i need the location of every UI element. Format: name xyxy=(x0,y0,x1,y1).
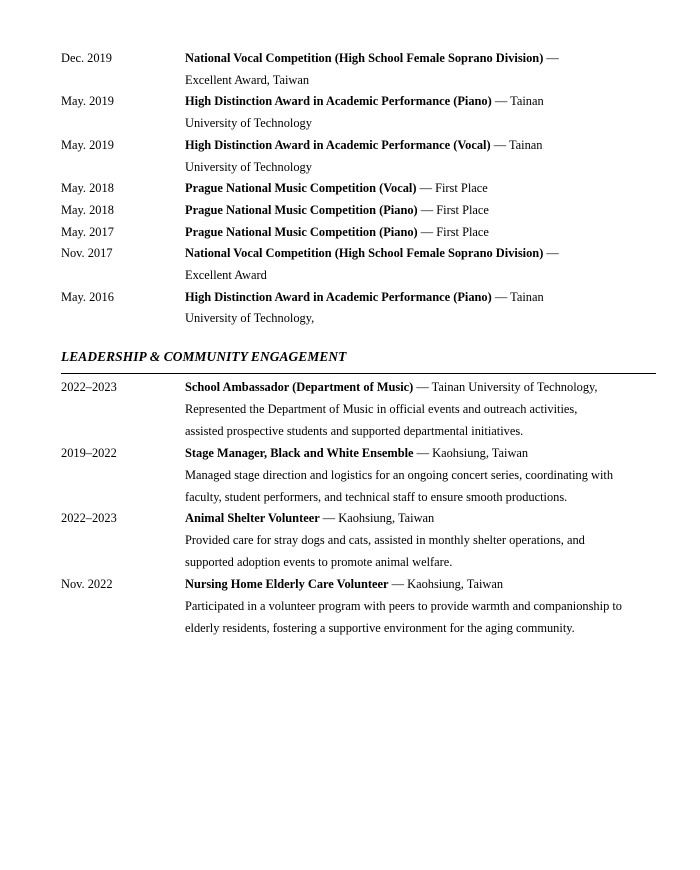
award-body xyxy=(185,243,655,286)
award-date: May. 2018 xyxy=(61,202,114,217)
leadership-title: Stage Manager, Black and White Ensemble xyxy=(185,445,414,460)
leadership-first-line xyxy=(185,574,655,596)
award-detail: — xyxy=(543,246,559,261)
leadership-location: — Kaohsiung, Taiwan xyxy=(388,577,504,592)
award-body xyxy=(185,200,655,222)
leadership-title: Nursing Home Elderly Care Volunteer xyxy=(185,577,389,592)
awards-list xyxy=(61,48,661,330)
leadership-location: — Kaohsiung, Taiwan xyxy=(413,445,529,460)
award-entry xyxy=(61,135,661,178)
leadership-first-line xyxy=(185,443,655,465)
leadership-first-line xyxy=(185,377,655,399)
award-title: National Vocal Competition (High School Female Soprano Division) xyxy=(185,51,544,65)
award-body xyxy=(185,178,655,200)
leadership-body xyxy=(185,377,655,443)
award-detail: — Tainan xyxy=(491,289,544,304)
leadership-entry xyxy=(61,377,661,443)
award-date: Nov. 2017 xyxy=(61,246,113,261)
leadership-entry xyxy=(61,574,661,640)
award-detail: — xyxy=(543,51,559,65)
award-detail: — First Place xyxy=(417,202,489,217)
award-entry xyxy=(61,48,661,91)
award-detail: — Tainan xyxy=(491,94,544,109)
award-title: Prague National Music Competition (Piano) xyxy=(185,224,418,239)
award-detail: — Tainan xyxy=(490,137,543,152)
award-entry xyxy=(61,243,661,286)
leadership-description-line: supported adoption events to promote animal welfare. xyxy=(185,555,453,570)
award-body xyxy=(185,222,655,244)
leadership-entry xyxy=(61,443,661,509)
award-body xyxy=(185,48,655,91)
leadership-first-line xyxy=(185,508,655,530)
leadership-entry xyxy=(61,508,661,574)
leadership-date: 2022–2023 xyxy=(61,380,117,394)
award-first-line xyxy=(185,200,655,222)
award-entry xyxy=(61,200,661,222)
award-date: May. 2019 xyxy=(61,137,114,152)
award-continuation: Excellent Award xyxy=(185,268,267,283)
award-first-line xyxy=(185,48,655,70)
award-title: Prague National Music Competition (Vocal) xyxy=(185,181,417,196)
leadership-location: — Kaohsiung, Taiwan xyxy=(319,511,435,526)
award-detail: — First Place xyxy=(416,181,488,196)
award-date: May. 2017 xyxy=(61,224,114,239)
leadership-body xyxy=(185,508,655,574)
leadership-date: Nov. 2022 xyxy=(61,577,113,592)
award-entry xyxy=(61,178,661,200)
award-continuation: University of Technology xyxy=(185,116,312,131)
award-date: Dec. 2019 xyxy=(61,51,112,65)
award-body xyxy=(185,91,655,134)
leadership-body xyxy=(185,443,655,509)
award-first-line xyxy=(185,222,655,244)
award-entry xyxy=(61,91,661,134)
leadership-description-line: Managed stage direction and logistics for an ongoing concert series, coordinating with xyxy=(185,467,614,482)
award-entry xyxy=(61,222,661,244)
leadership-date: 2022–2023 xyxy=(61,511,117,526)
leadership-location: — Tainan University of Technology, xyxy=(413,380,598,394)
award-date: May. 2018 xyxy=(61,181,114,196)
award-continuation: University of Technology xyxy=(185,159,312,174)
leadership-description-line: assisted prospective students and supported departmental initiatives. xyxy=(185,423,524,438)
award-continuation: Excellent Award, Taiwan xyxy=(185,72,310,87)
leadership-body xyxy=(185,574,655,640)
award-title: Prague National Music Competition (Piano) xyxy=(185,202,418,217)
award-title: National Vocal Competition (High School Female Soprano Division) xyxy=(185,246,544,261)
award-first-line xyxy=(185,243,655,265)
leadership-description-line: elderly residents, fostering a supportive environment for the aging community. xyxy=(185,620,575,635)
leadership-title: School Ambassador (Department of Music) xyxy=(185,380,414,394)
leadership-description-line: Provided care for stray dogs and cats, assisted in monthly shelter operations, and xyxy=(185,533,585,548)
award-body xyxy=(185,135,655,178)
award-first-line xyxy=(185,91,655,113)
award-date: May. 2019 xyxy=(61,94,114,109)
award-date: May. 2016 xyxy=(61,289,114,304)
section-heading-leadership: LEADERSHIP & COMMUNITY ENGAGEMENT xyxy=(61,349,347,364)
award-detail: — First Place xyxy=(417,224,489,239)
award-first-line xyxy=(185,178,655,200)
leadership-date: 2019–2022 xyxy=(61,445,117,460)
award-continuation: University of Technology, xyxy=(185,311,315,326)
award-first-line xyxy=(185,287,655,309)
award-body xyxy=(185,287,655,330)
award-first-line xyxy=(185,135,655,157)
award-title: High Distinction Award in Academic Performance (Piano) xyxy=(185,289,492,304)
leadership-description-line: Participated in a volunteer program with peers to provide warmth and companionship to xyxy=(185,599,622,614)
award-title: High Distinction Award in Academic Performance (Vocal) xyxy=(185,137,491,152)
leadership-list xyxy=(61,377,661,640)
award-title: High Distinction Award in Academic Performance (Piano) xyxy=(185,94,492,109)
leadership-description-line: Represented the Department of Music in official events and outreach activities, xyxy=(185,401,578,416)
leadership-description-line: faculty, student performers, and technical staff to ensure smooth productions. xyxy=(185,489,568,504)
section-divider xyxy=(61,373,656,374)
leadership-title: Animal Shelter Volunteer xyxy=(185,511,320,526)
award-entry xyxy=(61,287,661,330)
